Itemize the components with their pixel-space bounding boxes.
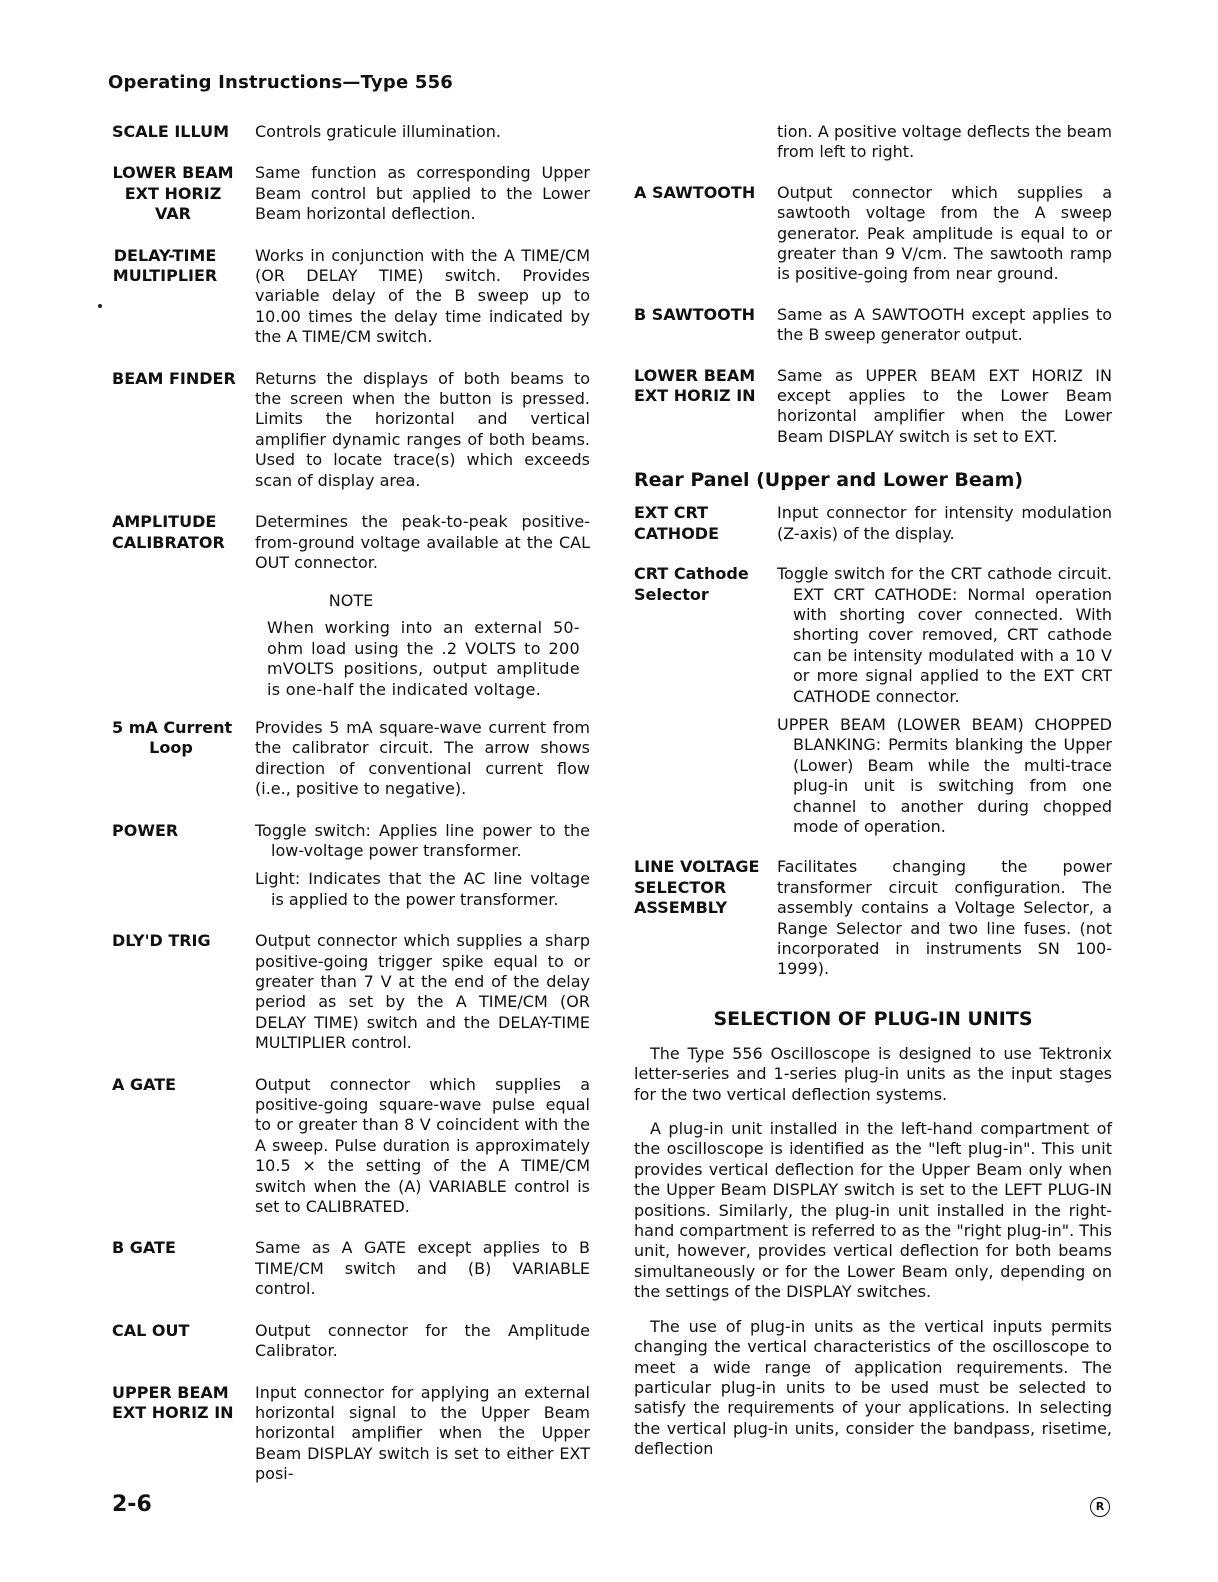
control-list-2	[112, 718, 590, 1485]
control-term	[112, 369, 255, 491]
control-description	[777, 305, 1112, 346]
control-description	[255, 821, 590, 911]
control-term-line: BEAM FINDER	[112, 368, 236, 388]
right-column	[634, 122, 1112, 1460]
control-term-line: CRT Cathode	[634, 564, 749, 584]
rear-panel-heading: Rear Panel (Upper and Lower Beam)	[634, 469, 1024, 492]
description-paragraph: Controls graticule illumination.	[255, 122, 502, 141]
control-term-line: A GATE	[112, 1074, 177, 1094]
control-entry	[112, 1238, 590, 1299]
note-block	[112, 591, 590, 700]
control-entry	[112, 122, 590, 142]
control-term	[634, 564, 777, 837]
control-term	[112, 717, 233, 800]
page-number: 2-6	[112, 1492, 152, 1517]
control-term-line: EXT HORIZ IN	[634, 386, 756, 406]
selection-heading: SELECTION OF PLUG-IN UNITS	[713, 1007, 1033, 1030]
control-entry	[634, 366, 1112, 448]
control-term-line: Selector	[634, 584, 709, 604]
description-paragraph: Provides 5 mA square-wave current from the calibrator circuit. The arrow shows direction of conventional current flow (i.e., positive to negative).	[255, 717, 590, 799]
stray-mark	[98, 304, 102, 308]
control-term-line: EXT CRT	[634, 503, 709, 523]
continuation-text: tion. A positive voltage deflects the beam from left to right.	[777, 122, 1112, 162]
control-description	[777, 183, 1112, 285]
continuation-entry	[634, 122, 1112, 163]
description-paragraph: Toggle switch: Applies line power to the low-voltage power transformer.	[255, 820, 590, 860]
control-entry	[112, 1321, 590, 1362]
control-entry	[112, 718, 590, 800]
control-description	[255, 122, 590, 142]
control-term-line: LOWER BEAM	[634, 365, 756, 385]
control-entry	[112, 163, 590, 224]
description-paragraph: Input connector for intensity modulation (Z-axis) of the display.	[777, 503, 1112, 543]
control-term	[112, 1075, 255, 1218]
control-entry	[634, 503, 1112, 544]
description-paragraph: Same as UPPER BEAM EXT HORIZ IN except applies to the Lower Beam horizontal amplifier when the Lower Beam DISPLAY switch is set to EXT.	[777, 365, 1112, 446]
control-description	[255, 1238, 590, 1299]
control-description	[777, 857, 1112, 979]
control-description	[255, 931, 590, 1053]
control-description	[777, 503, 1112, 544]
rear-panel-list	[634, 503, 1112, 980]
connector-list	[634, 183, 1112, 447]
control-term-line: LINE VOLTAGE	[634, 857, 760, 877]
control-term-line: B GATE	[112, 1238, 176, 1258]
control-term-line: UPPER BEAM	[112, 1382, 229, 1402]
control-term	[112, 512, 255, 573]
control-term-line: 5 mA Current	[112, 717, 233, 737]
tektronix-logo: R	[1090, 1497, 1110, 1517]
description-paragraph: Toggle switch for the CRT cathode circuit. EXT CRT CATHODE: Normal operation with shorting cover connected. With shorting cover removed, CRT cathode can be intensity modulated with a 10 V or more signal applied to the EXT CRT CATHODE connector.	[777, 564, 1112, 706]
description-paragraph: Same as A GATE except applies to B TIME/CM switch and (B) VARIABLE control.	[255, 1238, 590, 1299]
control-term	[112, 246, 218, 348]
control-entry	[112, 1075, 590, 1218]
control-term	[112, 1383, 255, 1485]
control-list-1	[112, 122, 590, 573]
control-term-line: LOWER BEAM	[112, 163, 234, 183]
control-description	[255, 512, 590, 573]
control-term-line: AMPLITUDE	[112, 512, 217, 532]
description-paragraph: Output connector which supplies a sawtooth voltage from the A sweep generator. Peak amplitude is equal to or greater than 9 V/cm. The sawtooth ramp is positive-going from near ground.	[777, 182, 1112, 284]
control-term-line: EXT HORIZ	[124, 183, 222, 203]
control-term-line: SELECTOR	[634, 877, 727, 897]
control-description	[255, 369, 590, 491]
note-heading: NOTE	[328, 591, 374, 611]
control-term-line: VAR	[155, 204, 191, 224]
control-term-line: A SAWTOOTH	[634, 182, 756, 202]
description-paragraph: Returns the displays of both beams to the screen when the button is pressed. Limits the horizontal and vertical amplifier dynamic ranges of both beams. Used to locate trace(s) which exceeds scan of display area.	[255, 368, 590, 490]
control-term	[112, 1238, 255, 1299]
control-entry	[112, 246, 590, 348]
control-term-line: CALIBRATOR	[112, 532, 225, 552]
control-term-line: Loop	[149, 738, 193, 758]
selection-text	[634, 1044, 1112, 1460]
control-term	[112, 821, 255, 911]
control-entry	[634, 564, 1112, 837]
control-term	[112, 122, 255, 142]
control-description	[777, 564, 1112, 837]
description-paragraph: Input connector for applying an external horizontal signal to the Upper Beam horizontal amplifier when the Upper Beam DISPLAY switch is set to either EXT posi-	[255, 1382, 590, 1484]
control-description	[255, 246, 590, 348]
left-column	[112, 122, 590, 1485]
control-description	[255, 718, 590, 800]
control-term-line: CAL OUT	[112, 1320, 190, 1340]
control-term-line: POWER	[112, 820, 179, 840]
control-term-line: ASSEMBLY	[634, 898, 728, 918]
control-term	[634, 305, 777, 346]
control-entry	[112, 931, 590, 1053]
description-paragraph: UPPER BEAM (LOWER BEAM) CHOPPED BLANKING: Permits blanking the Upper (Lower) Beam while the multi-trace plug-in unit is switching from one channel to another during chopped mode of operation.	[777, 714, 1112, 836]
control-term	[634, 857, 777, 979]
control-term-line: MULTIPLIER	[112, 266, 218, 286]
selection-paragraph: A plug-in unit installed in the left-hand compartment of the oscilloscope is identified as the "left plug-in". This unit provides vertical deflection for the Upper Beam only when the Upper Beam DISPLAY switch is set to the LEFT PLUG-IN positions. Similarly, the plug-in unit installed in the right-hand compartment is referred to as the "right plug-in". This unit, however, provides vertical deflection for both beams simultaneously or for the Lower Beam only, depending on the settings of the DISPLAY switches.	[634, 1119, 1112, 1302]
control-entry	[634, 857, 1112, 979]
control-term	[112, 931, 255, 1053]
note-text: When working into an external 50-ohm load using the .2 VOLTS to 200 mVOLTS positions, output amplitude is one-half the indicated voltage.	[267, 618, 580, 699]
control-entry	[112, 821, 590, 911]
control-term-line: EXT HORIZ IN	[112, 1402, 234, 1422]
control-term-line: CATHODE	[634, 523, 719, 543]
control-term-line: B SAWTOOTH	[634, 304, 756, 324]
selection-paragraph: The Type 556 Oscilloscope is designed to use Tektronix letter-series and 1-series plug-in units as the input stages for the two vertical deflection systems.	[634, 1043, 1112, 1104]
control-description	[255, 1321, 590, 1362]
selection-paragraph: The use of plug-in units as the vertical inputs permits changing the vertical characteristics of the oscilloscope to meet a wide range of application requirements. The particular plug-in units to be used must be selected to satisfy the requirements of your applications. In selecting the vertical plug-in units, consider the bandpass, risetime, deflection	[634, 1316, 1112, 1459]
description-paragraph: Determines the peak-to-peak positive-from-ground voltage available at the CAL OUT connector.	[255, 512, 590, 572]
control-term-line: SCALE ILLUM	[112, 122, 230, 141]
control-description	[255, 163, 590, 224]
control-description	[777, 366, 1112, 448]
description-paragraph: Output connector for the Amplitude Calibrator.	[255, 1320, 590, 1361]
description-paragraph: Same as A SAWTOOTH except applies to the B sweep generator output.	[777, 304, 1112, 345]
control-term-line: DELAY-TIME	[113, 245, 217, 265]
control-term	[112, 1321, 255, 1362]
control-term	[112, 163, 234, 224]
control-term	[634, 503, 777, 544]
description-paragraph: Works in conjunction with the A TIME/CM (OR DELAY TIME) switch. Provides variable delay of the B sweep up to 10.00 times the delay time indicated by the A TIME/CM switch.	[255, 245, 590, 347]
description-paragraph: Facilitates changing the power transformer circuit configuration. The assembly contains a Voltage Selector, a Range Selector and two line fuses. (not incorporated in instruments SN 100-1999).	[777, 857, 1112, 979]
control-entry	[112, 369, 590, 491]
control-term	[634, 366, 777, 448]
control-description	[255, 1383, 590, 1485]
description-paragraph: Output connector which supplies a sharp positive-going trigger spike equal to or greater than 7 V at the end of the delay period as set by the A TIME/CM (OR DELAY TIME) switch and the DELAY-TIME MULTIPLIER control.	[255, 931, 590, 1053]
control-description	[255, 1075, 590, 1218]
control-entry	[634, 305, 1112, 346]
description-paragraph: Output connector which supplies a positive-going square-wave pulse equal to or greater than 8 V coincident with the A sweep. Pulse duration is approximately 10.5 × the setting of the A TIME/CM switch when the (A) VARIABLE control is set to CALIBRATED.	[255, 1074, 590, 1217]
control-entry	[112, 512, 590, 573]
description-paragraph: Light: Indicates that the AC line voltage is applied to the power transformer.	[255, 869, 590, 909]
running-head: Operating Instructions—Type 556	[108, 72, 454, 93]
control-term-line: DLY'D TRIG	[112, 931, 211, 951]
control-entry	[634, 183, 1112, 285]
control-term	[634, 183, 777, 285]
control-entry	[112, 1383, 590, 1485]
description-paragraph: Same function as corresponding Upper Beam control but applied to the Lower Beam horizontal deflection.	[255, 163, 590, 224]
